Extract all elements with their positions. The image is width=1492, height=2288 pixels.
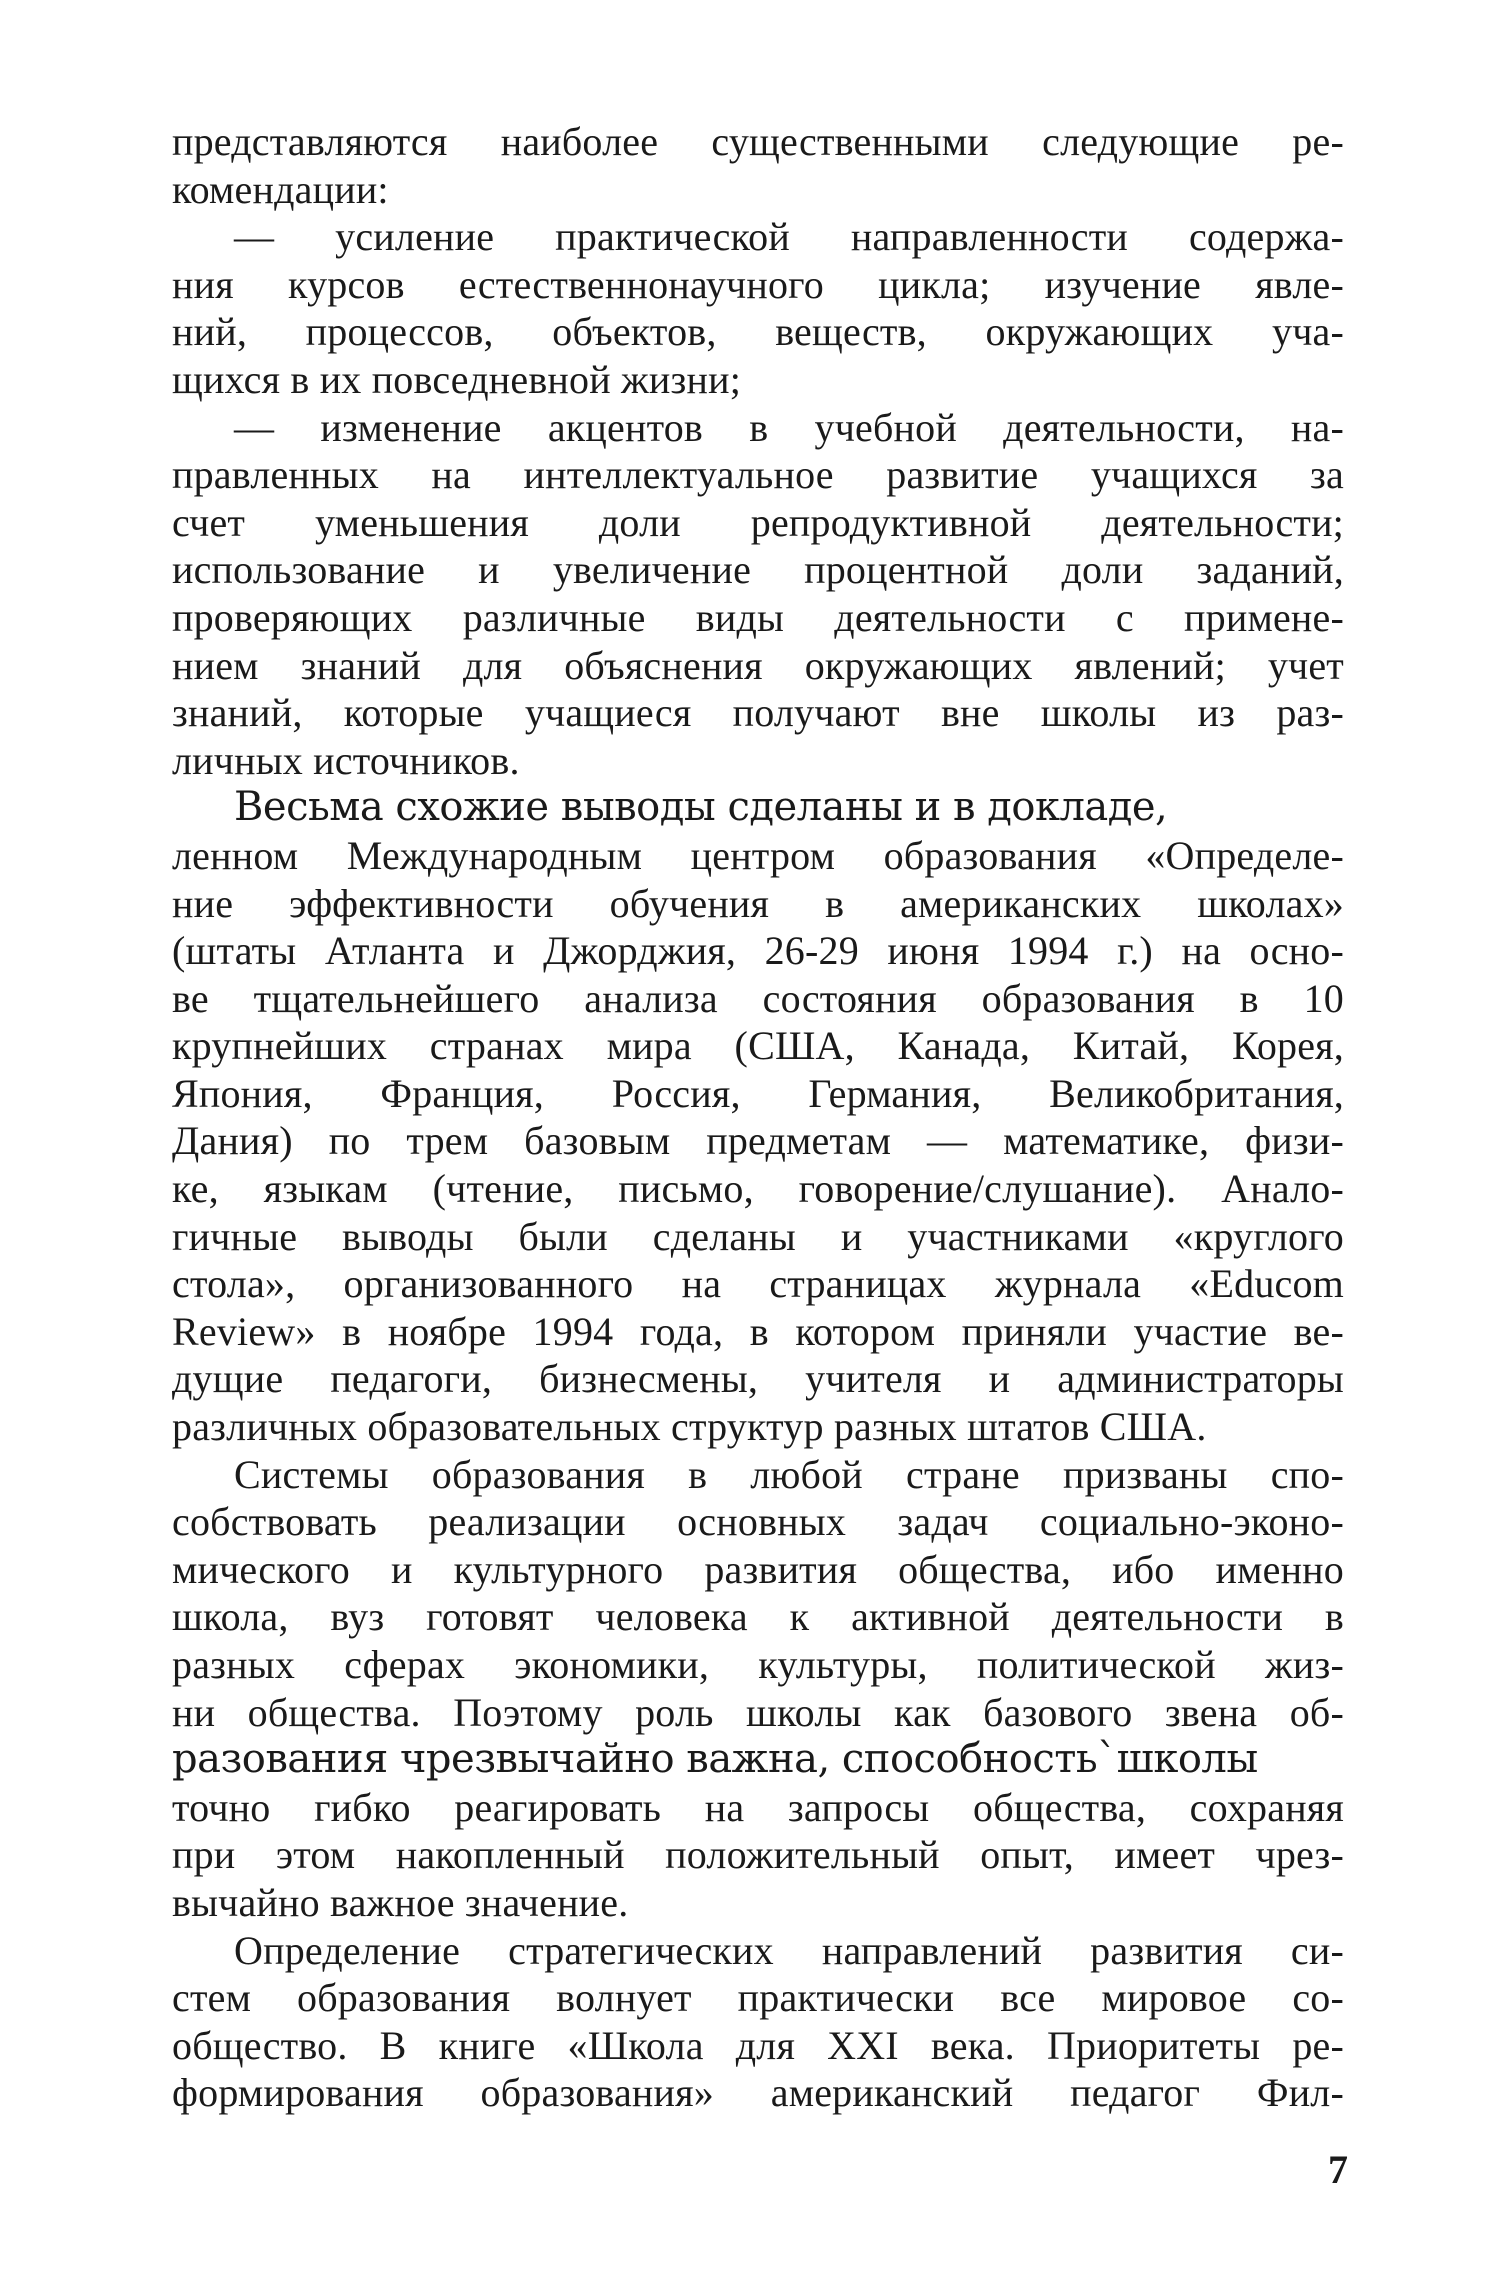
text-line: Системы образования в любой стране призваны спо- [234, 1451, 1344, 1497]
text-line: — усиление практической направленности содержа- [234, 214, 1344, 260]
text-line: собствовать реализации основных задач социально-эконо- [172, 1499, 1344, 1545]
page-number: 7 [1328, 2147, 1348, 2192]
text-line: знаний, которые учащиеся получают вне школы из раз- [172, 690, 1344, 736]
text-line: нием знаний для объяснения окружающих явлений; учет [172, 642, 1344, 688]
text-line: разования чрезвычайно важна, способность`школы [172, 1736, 1258, 1783]
text-line: ния курсов естественнонаучного цикла; изучение явле- [172, 261, 1344, 307]
text-line: Япония, Франция, Россия, Германия, Великобритания, [172, 1070, 1344, 1116]
text-line: формирования образования» американский педагог Фил- [172, 2070, 1344, 2116]
text-line: стола», организованного на страницах журнала «Educom [172, 1261, 1344, 1307]
text-line: Дания) по трем базовым предметам — математике, физи- [172, 1118, 1344, 1164]
text-line: (штаты Атланта и Джорджия, 26-29 июня 1994 г.) на осно- [172, 928, 1344, 974]
text-line: ний, процессов, объектов, веществ, окружающих уча- [172, 309, 1344, 355]
text-line: щихся в их повседневной жизни; [172, 356, 742, 402]
text-line: проверяющих различные виды деятельности с примене- [172, 594, 1344, 640]
text-line: дущие педагоги, бизнесмены, учителя и администраторы [172, 1356, 1344, 1402]
text-line: использование и увеличение процентной доли заданий, [172, 547, 1344, 593]
text-line: комендации: [172, 166, 389, 212]
text-line: школа, вуз готовят человека к активной деятельности в [172, 1594, 1344, 1640]
text-line: при этом накопленный положительный опыт, имеет чрез- [172, 1832, 1344, 1878]
text-line: ке, языкам (чтение, письмо, говорение/слушание). Анало- [172, 1166, 1344, 1212]
text-line: крупнейших странах мира (США, Канада, Китай, Корея, [172, 1023, 1344, 1069]
text-line: ленном Международным центром образования «Определе- [172, 832, 1344, 878]
text-line: личных источников. [172, 737, 520, 783]
text-line: правленных на интеллектуальное развитие учащихся за [172, 452, 1344, 498]
text-line: Весьма схожие выводы сделаны и в докладе, [234, 784, 1168, 831]
text-line: Review» в ноябре 1994 года, в котором приняли участие ве- [172, 1308, 1344, 1354]
page-body [172, 118, 1344, 2117]
text-line: ве тщательнейшего анализа состояния образования в 10 [172, 975, 1344, 1021]
text-line: счет уменьшения доли репродуктивной деятельности; [172, 499, 1344, 545]
text-line: — изменение акцентов в учебной деятельности, на- [234, 404, 1344, 450]
text-line: мического и культурного развития общества, ибо именно [172, 1546, 1344, 1592]
text-line: вычайно важное значение. [172, 1879, 629, 1925]
text-line: Определение стратегических направлений развития си- [234, 1927, 1344, 1973]
text-line: различных образовательных структур разных штатов США. [172, 1404, 1207, 1450]
text-line: ни общества. Поэтому роль школы как базового звена об- [172, 1689, 1344, 1735]
text-line: стем образования волнует практически все мировое со- [172, 1975, 1344, 2021]
text-line: представляются наиболее существенными следующие ре- [172, 119, 1344, 164]
text-line: общество. В книге «Школа для XXI века. Приоритеты ре- [172, 2022, 1344, 2068]
text-line: ние эффективности обучения в американских школах» [172, 880, 1344, 926]
text-line: разных сферах экономики, культуры, политической жиз- [172, 1642, 1344, 1687]
text-line: гичные выводы были сделаны и участниками «круглого [172, 1213, 1344, 1259]
text-line: точно гибко реагировать на запросы общества, сохраняя [172, 1784, 1344, 1830]
